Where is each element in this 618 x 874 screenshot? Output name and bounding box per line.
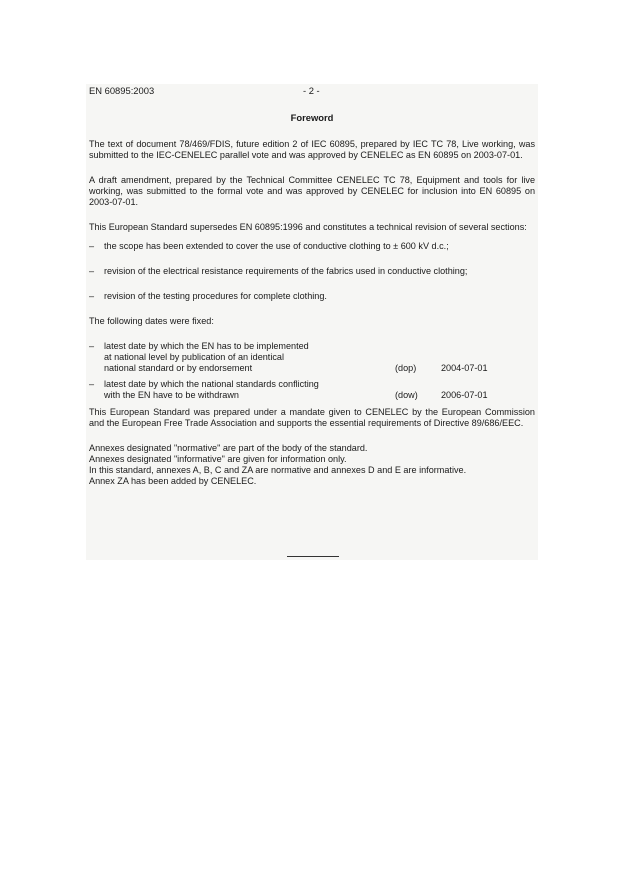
end-rule	[287, 556, 339, 557]
document-id: EN 60895:2003	[89, 85, 155, 96]
paragraph-mandate: This European Standard was prepared under a mandate given to CENELEC by the European Commission and the European Free Trade Association and supports the essential requirements of Directive 89/686/EEC.	[89, 407, 535, 428]
page-number: - 2 -	[303, 85, 320, 96]
annex-note: In this standard, annexes A, B, C and ZA are normative and annexes D and E are informative.	[89, 465, 467, 475]
list-item-text: revision of the electrical resistance requirements of the fabrics used in conductive clothing;	[104, 266, 468, 276]
date-description-line: latest date by which the national standards conflicting	[104, 379, 319, 389]
dash-bullet: –	[89, 241, 95, 251]
paragraph-supersedes: This European Standard supersedes EN 60895:1996 and constitutes a technical revision of several sections:	[89, 222, 527, 232]
list-item	[89, 241, 535, 252]
date-value: 2006-07-01	[441, 390, 488, 400]
annex-note: Annex ZA has been added by CENELEC.	[89, 476, 257, 486]
paragraph-dates-intro: The following dates were fixed:	[89, 316, 214, 326]
list-item-text: revision of the testing procedures for complete clothing.	[104, 291, 327, 301]
date-description-line: national standard or by endorsement	[104, 363, 253, 373]
date-description	[104, 341, 394, 374]
dates-list	[89, 341, 535, 401]
date-value: 2004-07-01	[441, 363, 488, 373]
annex-notes	[89, 443, 535, 487]
dash-bullet: –	[89, 379, 95, 389]
paragraph-amendment: A draft amendment, prepared by the Technical Committee CENELEC TC 78, Equipment and tools for live working, was submitted to the formal vote and was approved by CENELEC for inclusion into EN 60895 on 2003-07-01.	[89, 175, 535, 207]
date-description-line: latest date by which the EN has to be implemented	[104, 341, 309, 351]
list-item	[89, 266, 535, 277]
paragraph-fdis: The text of document 78/469/FDIS, future edition 2 of IEC 60895, prepared by IEC TC 78, Live working, was submitted to the IEC-CENELEC parallel vote and was approved by CENELEC as EN 60895 on 2003-07-01.	[89, 139, 535, 160]
annex-note: Annexes designated "informative" are given for information only.	[89, 454, 347, 464]
date-row-dop	[89, 341, 535, 374]
document-page	[89, 84, 535, 487]
annex-note: Annexes designated "normative" are part of the body of the standard.	[89, 443, 368, 453]
date-row-dow	[89, 379, 535, 401]
date-description	[104, 379, 394, 401]
dash-bullet: –	[89, 266, 95, 276]
list-item	[89, 291, 535, 302]
dash-bullet: –	[89, 291, 95, 301]
list-item-text: the scope has been extended to cover the use of conductive clothing to ± 600 kV d.c.;	[104, 241, 449, 251]
date-description-line: with the EN have to be withdrawn	[104, 390, 239, 400]
date-description-line: at national level by publication of an identical	[104, 352, 284, 362]
dash-bullet: –	[89, 341, 95, 351]
date-code: (dop)	[395, 363, 417, 373]
page-header	[89, 84, 535, 98]
section-title: Foreword	[290, 112, 334, 123]
date-code: (dow)	[395, 390, 418, 400]
